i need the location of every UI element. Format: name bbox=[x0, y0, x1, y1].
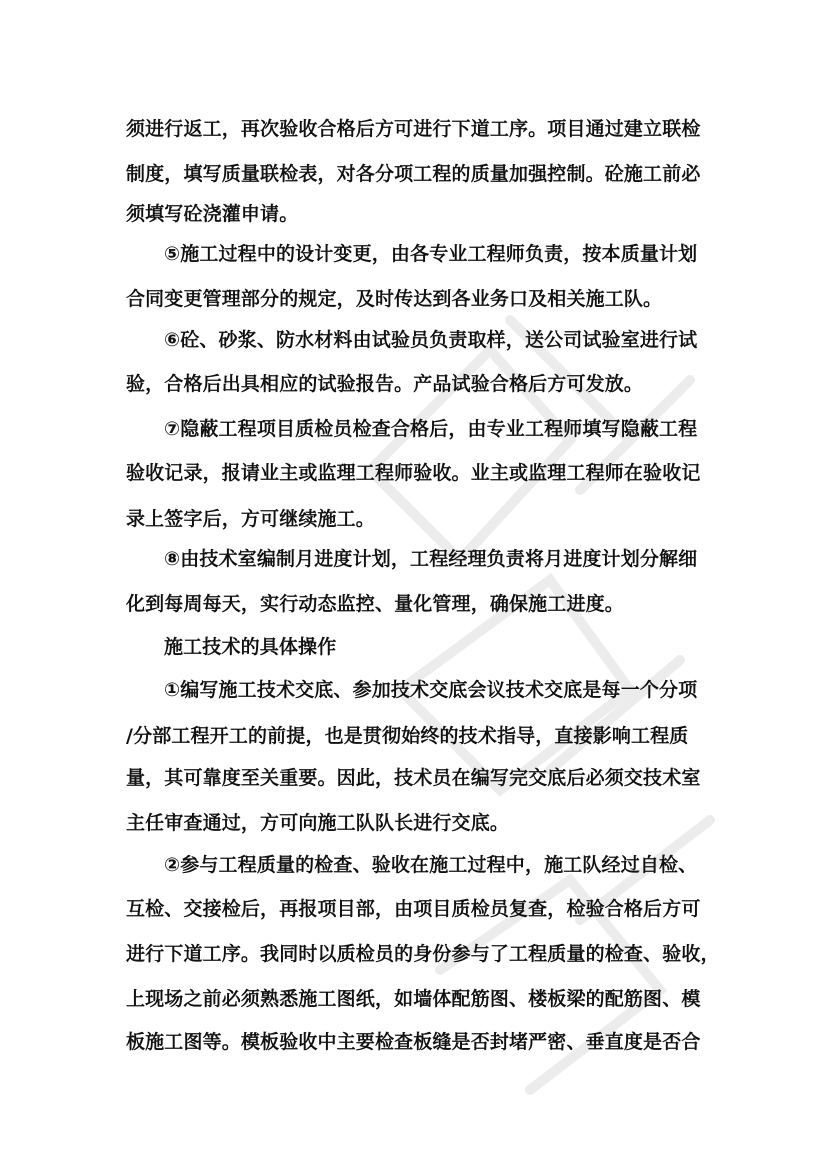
text-line-2: 制度，填写质量联检表，对各分项工程的质量加强控制。砼施工前必 bbox=[126, 163, 701, 185]
text-line-22: 板施工图等。模板验收中主要检查板缝是否封堵严密、垂直度是否合 bbox=[126, 1031, 701, 1053]
text-line-11: ⑧由技术室编制月进度计划，工程经理负责将月进度计划分解细 bbox=[164, 548, 698, 570]
text-line-12: 化到每周每天，实行动态监控、量化管理，确保施工进度。 bbox=[126, 593, 624, 615]
text-line-16: 量，其可靠度至关重要。因此，技术员在编写完交底后必须交技术室 bbox=[126, 767, 701, 789]
text-line-5: 合同变更管理部分的规定，及时传达到各业务口及相关施工队。 bbox=[126, 288, 663, 310]
text-line-9: 验收记录，报请业主或监理工程师验收。业主或监理工程师在验收记 bbox=[126, 462, 701, 484]
text-line-10: 录上签字后，方可继续施工。 bbox=[126, 508, 375, 530]
text-line-3: 须填写砼浇灌申请。 bbox=[126, 203, 299, 225]
text-line-1: 须进行返工，再次验收合格后方可进行下道工序。项目通过建立联检 bbox=[126, 118, 701, 140]
text-line-15: /分部工程开工的前提，也是贯彻始终的技术指导，直接影响工程质 bbox=[126, 725, 689, 747]
text-line-20: 进行下道工序。我同时以质检员的身份参与了工程质量的检查、验收， bbox=[126, 943, 720, 965]
text-line-7: 验，合格后出具相应的试验报告。产品试验合格后方可发放。 bbox=[126, 373, 644, 395]
text-line-8: ⑦隐蔽工程项目质检员检查合格后，由专业工程师填写隐蔽工程 bbox=[164, 418, 698, 440]
text-line-14: ①编写施工技术交底、参加技术交底会议技术交底是每一个分项 bbox=[164, 679, 698, 701]
text-line-4: ⑤施工过程中的设计变更，由各专业工程师负责，按本质量计划 bbox=[164, 243, 698, 265]
text-line-19: 互检、交接检后，再报项目部，由项目质检员复查，检验合格后方可 bbox=[126, 898, 701, 920]
text-line-18: ②参与工程质量的检查、验收在施工过程中，施工队经过自检、 bbox=[164, 854, 698, 876]
section-heading: 施工技术的具体操作 bbox=[164, 636, 337, 658]
text-line-21: 上现场之前必须熟悉施工图纸，如墙体配筋图、楼板梁的配筋图、模 bbox=[126, 988, 701, 1010]
text-line-17: 主任审查通过，方可向施工队队长进行交底。 bbox=[126, 812, 510, 834]
text-line-6: ⑥砼、砂浆、防水材料由试验员负责取样，送公司试验室进行试 bbox=[164, 329, 698, 351]
